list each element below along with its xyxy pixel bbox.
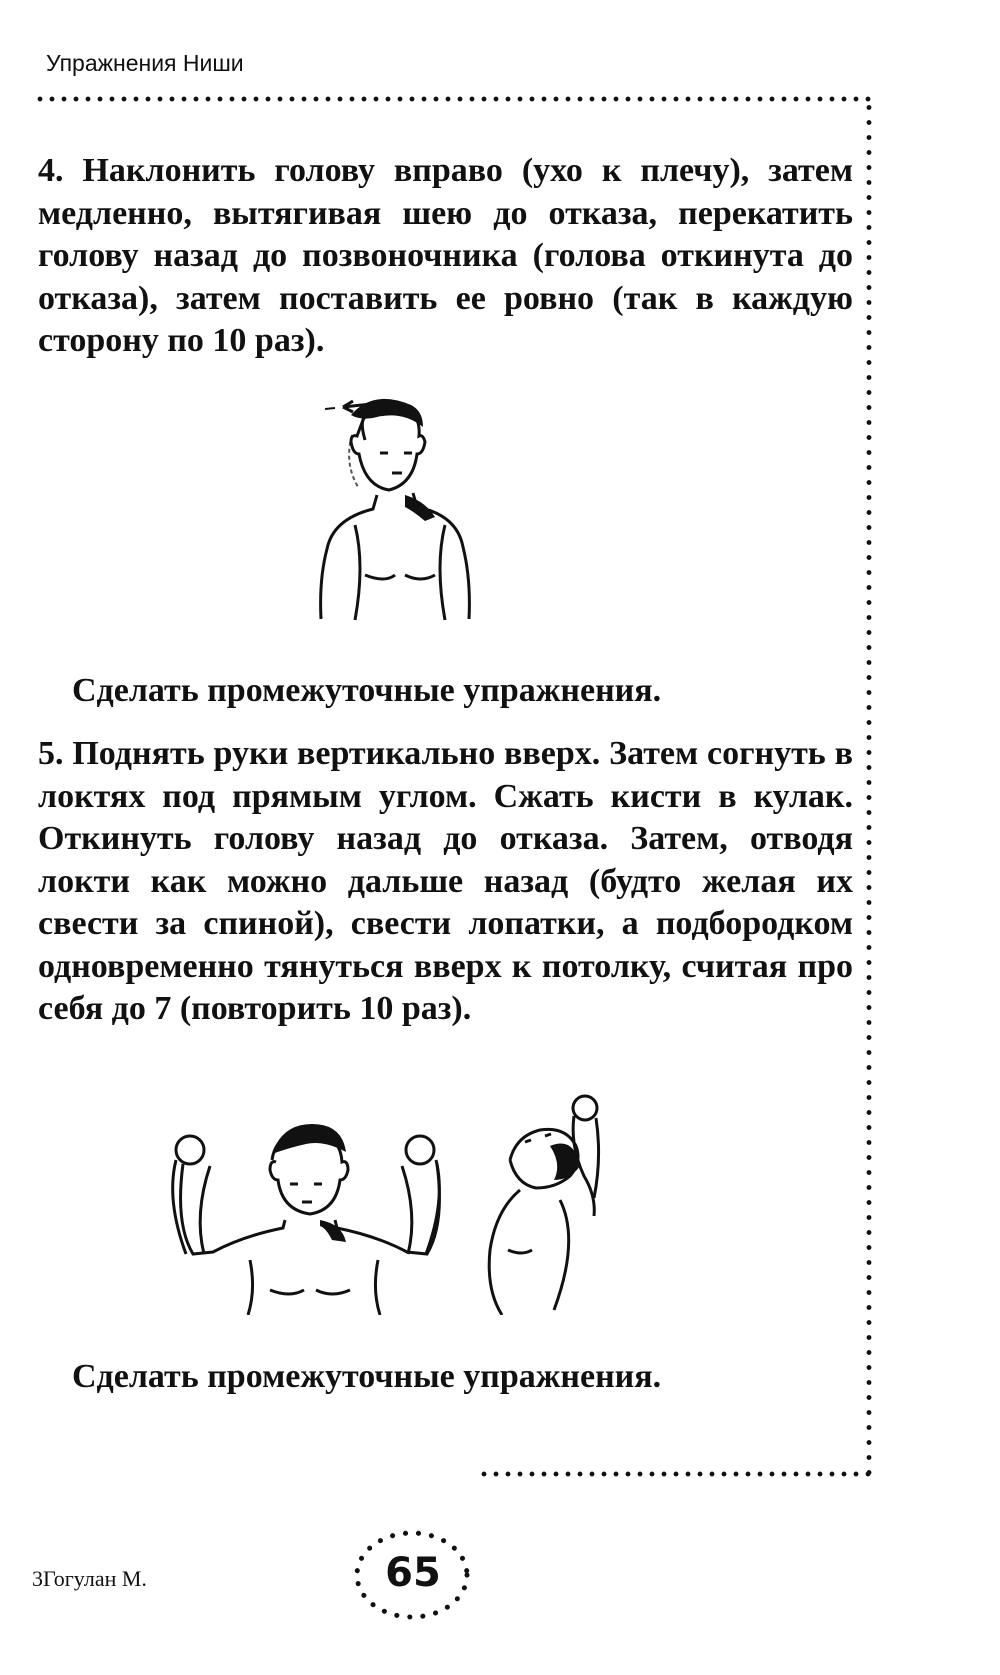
figure-arms-raised-side xyxy=(470,1090,620,1315)
top-dotted-border xyxy=(34,96,874,102)
page-number: 65 xyxy=(385,1550,441,1596)
exercise-4-note: Сделать промежуточные упражнения. xyxy=(72,672,662,709)
right-dotted-border xyxy=(866,100,872,1480)
bottom-dotted-border xyxy=(478,1471,872,1477)
exercise-4-text: 4. Наклонить голову вправо (ухо к плечу), затем медленно, вытягивая шею до отказа, перекатить голову назад до позвоночника (голова откинута до отказа), затем поставить ее ровно (так в каждую сторону по 10 раз). xyxy=(38,152,853,359)
exercise-5-text: 5. Поднять руки вертикально вверх. Затем согнуть в локтях под прямым углом. Сжать кисти в кулак. Откинуть голову назад до отказа. Затем, отводя локти как можно дальше назад (будто желая их свести за спиной), свести лопатки, а подбородком одновременно тянуться вверх к потолку, считая про себя до 7 (повторить 10 раз). xyxy=(38,735,853,1027)
footer-author: 3Гогулан М. xyxy=(32,1566,147,1591)
exercise-5-note: Сделать промежуточные упражнения. xyxy=(72,1358,662,1395)
running-title: Упражнения Ниши xyxy=(46,50,244,76)
figure-head-tilt xyxy=(305,375,480,630)
figure-arms-raised-front xyxy=(160,1120,460,1315)
